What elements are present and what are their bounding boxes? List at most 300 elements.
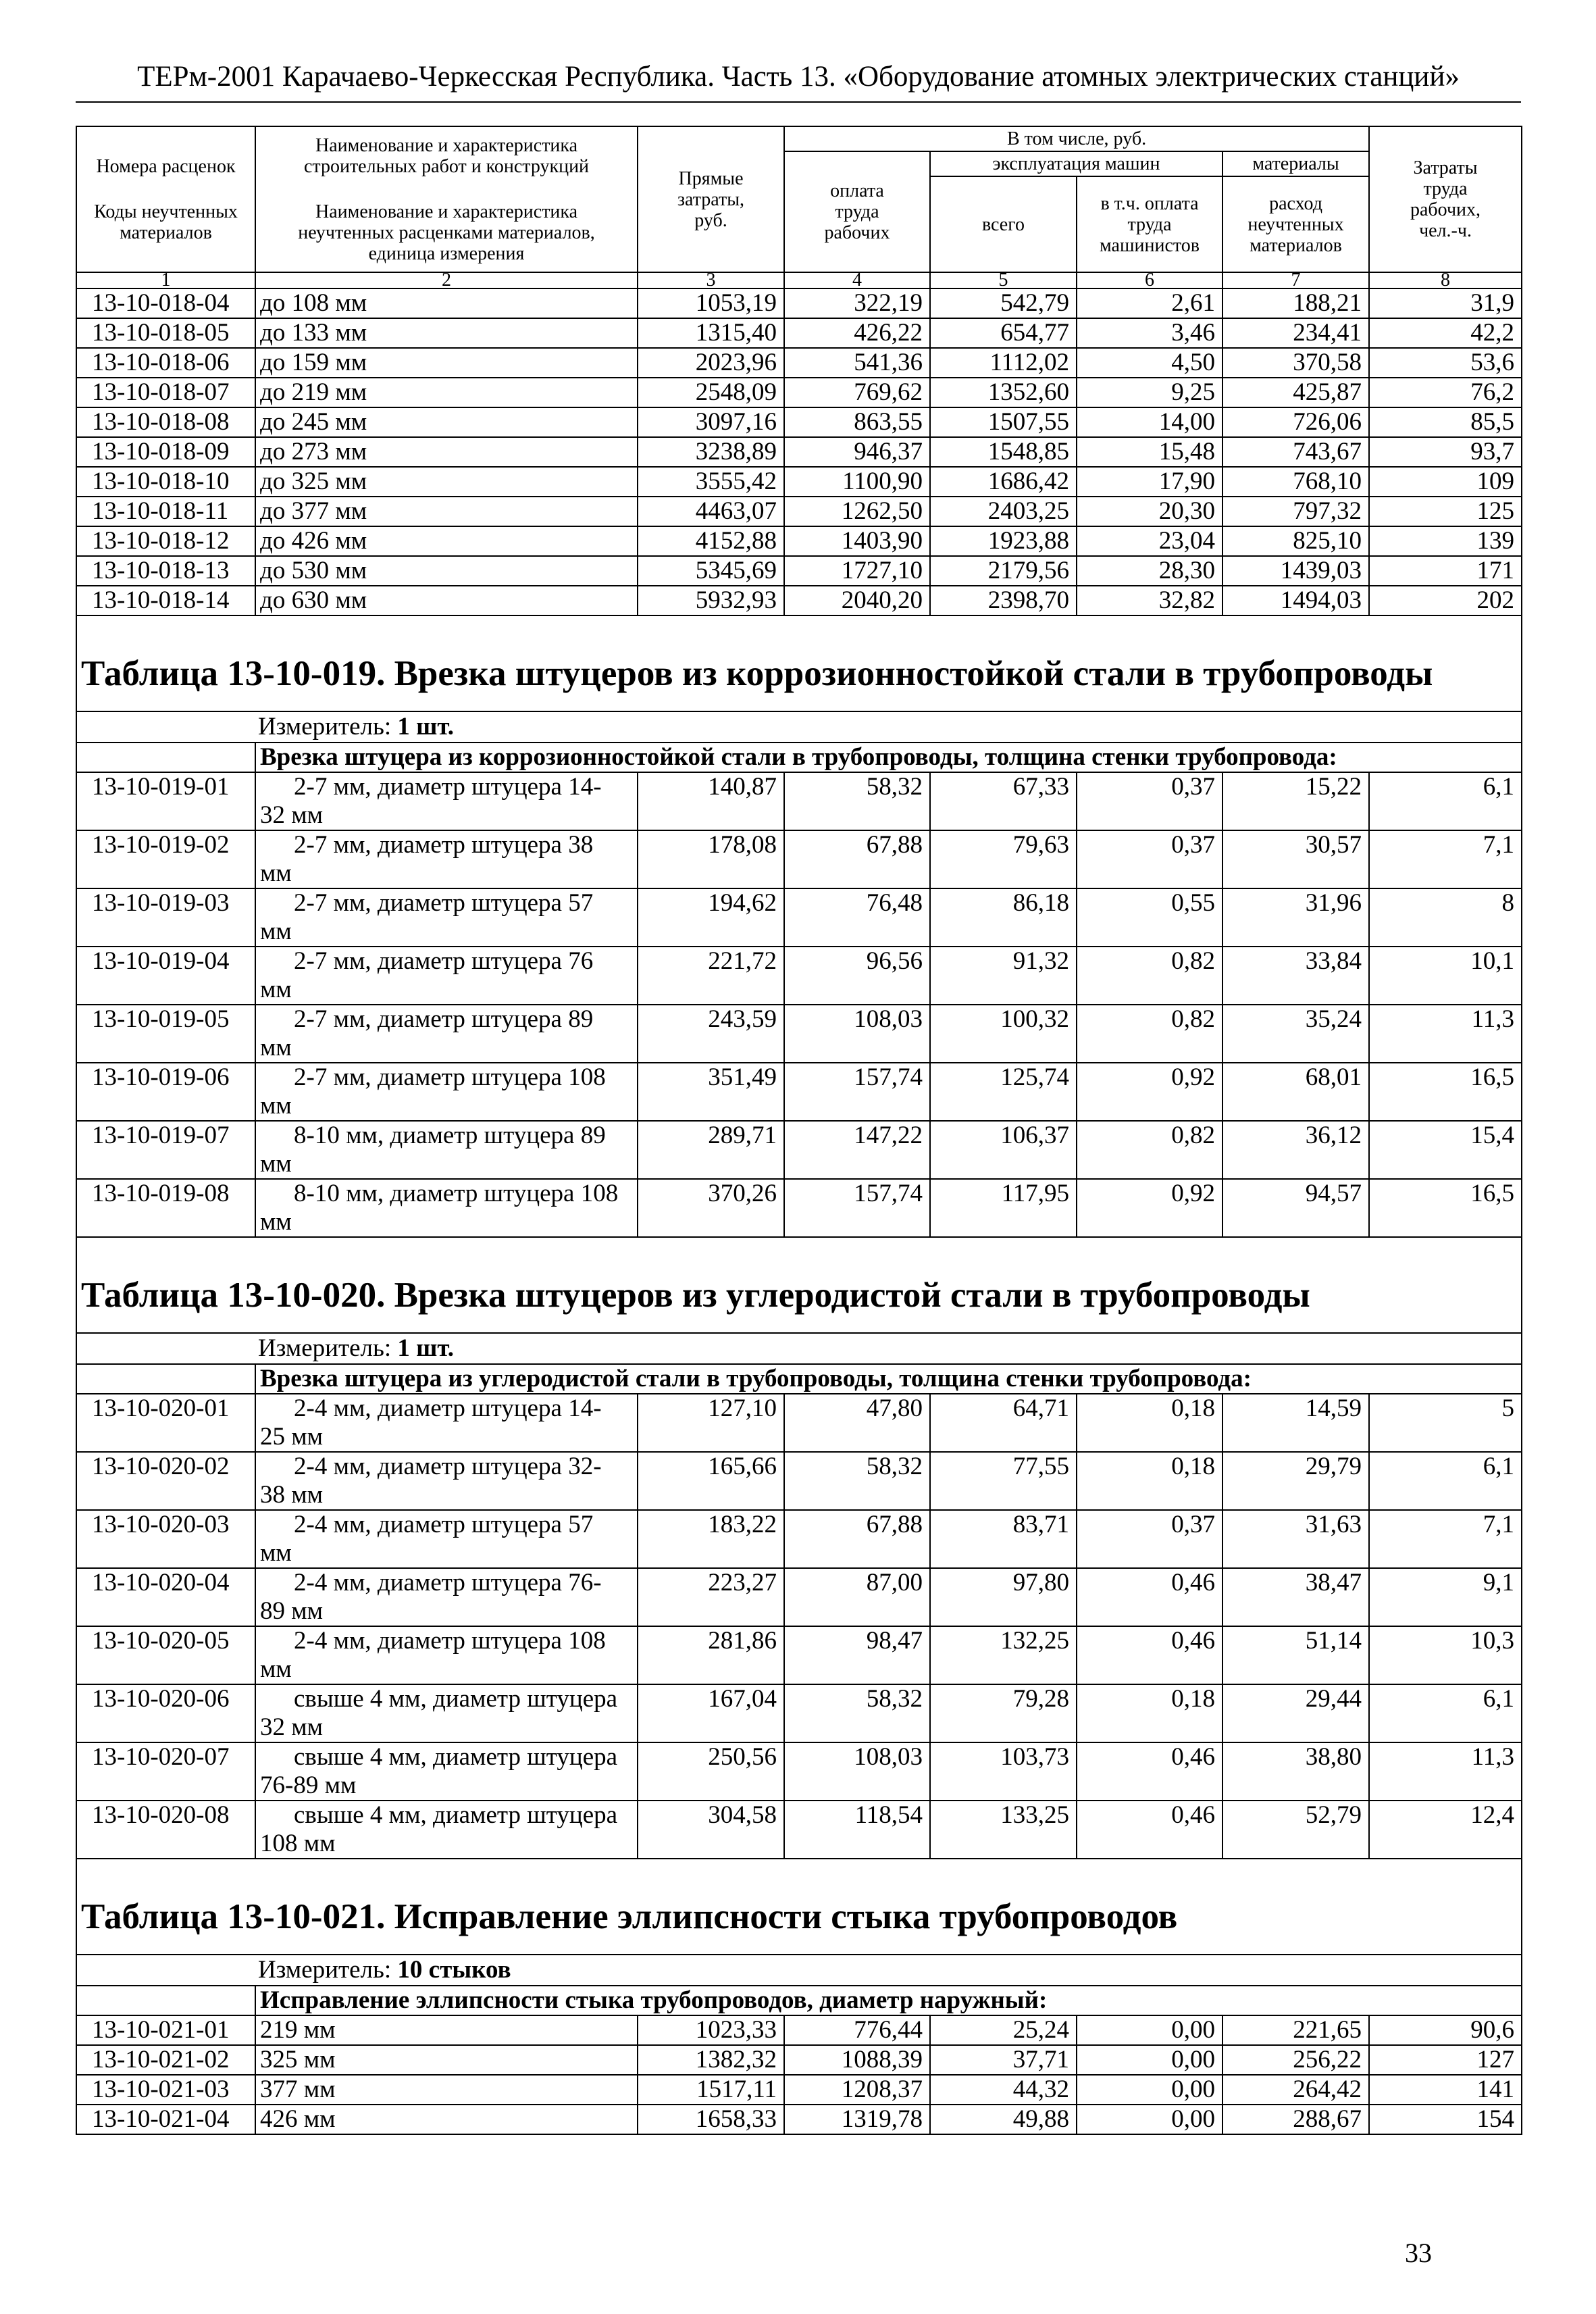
rate-description-line: 8-10 мм, диаметр штуцера 108: [294, 1180, 619, 1207]
rate-code: 13-10-020-03: [76, 1510, 255, 1568]
rate-description-line: 2-7 мм, диаметр штуцера 14-: [294, 773, 602, 801]
rate-description-line: свыше 4 мм, диаметр штуцера: [294, 1743, 618, 1771]
value-mach-wages: 20,30: [1077, 497, 1222, 526]
value-wages: 58,32: [784, 772, 930, 830]
table-title: Таблица 13-10-020. Врезка штуцеров из углеродистой стали в трубопроводы: [76, 1237, 1522, 1333]
value-mat: 31,63: [1222, 1510, 1369, 1568]
col-number: 2: [255, 272, 638, 288]
rate-code: 13-10-020-07: [76, 1742, 255, 1801]
table-row: [76, 1742, 1522, 1801]
rate-description: до 245 мм: [255, 407, 638, 437]
table-row: [76, 1626, 1522, 1684]
value-mach: 91,32: [930, 947, 1077, 1005]
value-wages: 108,03: [784, 1005, 930, 1063]
value-labor: 9,1: [1369, 1568, 1522, 1626]
rate-description: до 530 мм: [255, 556, 638, 586]
col-header-code: Номера расценок Коды неучтенных материалов: [76, 126, 255, 272]
value-labor: 202: [1369, 586, 1522, 615]
value-mat: 14,59: [1222, 1394, 1369, 1452]
value-mach-wages: 0,37: [1077, 1510, 1222, 1568]
value-direct: 4152,88: [638, 526, 784, 556]
rate-code: 13-10-018-09: [76, 437, 255, 467]
value-mach-wages: 3,46: [1077, 318, 1222, 348]
rate-code: 13-10-019-06: [76, 1063, 255, 1121]
rate-description-line: 2-4 мм, диаметр штуцера 108: [294, 1627, 606, 1655]
value-labor: 11,3: [1369, 1742, 1522, 1801]
table-row: [76, 1005, 1522, 1063]
value-mat: 35,24: [1222, 1005, 1369, 1063]
value-mat: 370,58: [1222, 348, 1369, 378]
value-mach-wages: 0,46: [1077, 1626, 1222, 1684]
table-row: [76, 2105, 1522, 2134]
value-mat: 29,79: [1222, 1452, 1369, 1510]
value-mach-wages: 0,37: [1077, 772, 1222, 830]
value-direct: 243,59: [638, 1005, 784, 1063]
rate-description: 377 мм: [255, 2075, 638, 2105]
rate-description: [255, 1626, 638, 1684]
col-header-materials-sub: расход неучтенных материалов: [1222, 176, 1369, 272]
value-direct: 178,08: [638, 830, 784, 888]
value-mach: 125,74: [930, 1063, 1077, 1121]
value-wages: 67,88: [784, 1510, 930, 1568]
value-mach: 2179,56: [930, 556, 1077, 586]
value-direct: 5345,69: [638, 556, 784, 586]
value-mach-wages: 0,37: [1077, 830, 1222, 888]
rate-description-line: мм: [260, 1150, 292, 1178]
value-labor: 90,6: [1369, 2015, 1522, 2045]
rate-code: 13-10-021-03: [76, 2075, 255, 2105]
value-direct: 1053,19: [638, 288, 784, 318]
value-wages: 1088,39: [784, 2045, 930, 2075]
value-mat: 52,79: [1222, 1801, 1369, 1859]
value-mat: 51,14: [1222, 1626, 1369, 1684]
value-mat: 288,67: [1222, 2105, 1369, 2134]
table-row: [76, 437, 1522, 467]
value-mach: 133,25: [930, 1801, 1077, 1859]
value-mach-wages: 0,92: [1077, 1063, 1222, 1121]
value-mat: 68,01: [1222, 1063, 1369, 1121]
value-wages: 946,37: [784, 437, 930, 467]
rate-description-line: 32 мм: [260, 1713, 324, 1741]
col-header-materials: материалы: [1222, 151, 1369, 176]
value-mat: 221,65: [1222, 2015, 1369, 2045]
rate-code: 13-10-020-01: [76, 1394, 255, 1452]
empty-cell: [76, 743, 255, 772]
value-mat: 38,47: [1222, 1568, 1369, 1626]
rate-description-line: мм: [260, 1208, 292, 1236]
column-numbers-row: [76, 272, 1522, 288]
rate-description-line: 2-7 мм, диаметр штуцера 108: [294, 1063, 606, 1091]
value-mach-wages: 0,46: [1077, 1801, 1222, 1859]
rate-description-line: мм: [260, 917, 292, 945]
rate-description: до 325 мм: [255, 467, 638, 497]
rate-description-line: мм: [260, 1655, 292, 1683]
rate-description-line: 2-7 мм, диаметр штуцера 38: [294, 831, 594, 859]
table-row: [76, 526, 1522, 556]
value-mach-wages: 14,00: [1077, 407, 1222, 437]
value-labor: 16,5: [1369, 1063, 1522, 1121]
rate-description-line: 2-4 мм, диаметр штуцера 76-: [294, 1569, 602, 1596]
rate-description-line: 76-89 мм: [260, 1771, 357, 1799]
value-direct: 1023,33: [638, 2015, 784, 2045]
value-mach-wages: 17,90: [1077, 467, 1222, 497]
rate-code: 13-10-021-01: [76, 2015, 255, 2045]
value-wages: 1208,37: [784, 2075, 930, 2105]
value-wages: 98,47: [784, 1626, 930, 1684]
empty-cell: [76, 1364, 255, 1394]
table-row: [76, 348, 1522, 378]
value-mach-wages: 0,18: [1077, 1452, 1222, 1510]
table-row: [76, 467, 1522, 497]
table-row: [76, 1510, 1522, 1568]
rate-description-line: 2-4 мм, диаметр штуцера 32-: [294, 1453, 602, 1480]
value-labor: 8: [1369, 888, 1522, 947]
value-labor: 10,3: [1369, 1626, 1522, 1684]
col-number: 4: [784, 272, 930, 288]
rate-description: 325 мм: [255, 2045, 638, 2075]
value-wages: 87,00: [784, 1568, 930, 1626]
rate-description: [255, 830, 638, 888]
col-header-machines-wages: в т.ч. оплата труда машинистов: [1077, 176, 1222, 272]
rate-description: [255, 1684, 638, 1742]
value-labor: 10,1: [1369, 947, 1522, 1005]
value-wages: 118,54: [784, 1801, 930, 1859]
value-mach: 1507,55: [930, 407, 1077, 437]
value-wages: 322,19: [784, 288, 930, 318]
value-direct: 1658,33: [638, 2105, 784, 2134]
rate-description-line: 2-7 мм, диаметр штуцера 89: [294, 1005, 594, 1033]
measure-unit: [76, 711, 1522, 743]
col-number: 1: [76, 272, 255, 288]
section-subheader: Врезка штуцера из коррозионностойкой стали в трубопроводы, толщина стенки трубопровода:: [255, 743, 1522, 772]
value-direct: 1517,11: [638, 2075, 784, 2105]
value-mach: 86,18: [930, 888, 1077, 947]
value-wages: 157,74: [784, 1179, 930, 1237]
rate-description: [255, 888, 638, 947]
value-mach: 1112,02: [930, 348, 1077, 378]
value-direct: 281,86: [638, 1626, 784, 1684]
rate-code: 13-10-020-04: [76, 1568, 255, 1626]
value-wages: 1319,78: [784, 2105, 930, 2134]
value-labor: 109: [1369, 467, 1522, 497]
rate-description: [255, 1179, 638, 1237]
value-mach-wages: 0,18: [1077, 1394, 1222, 1452]
value-labor: 42,2: [1369, 318, 1522, 348]
value-mach-wages: 9,25: [1077, 378, 1222, 407]
value-mach-wages: 0,46: [1077, 1568, 1222, 1626]
rate-description: до 108 мм: [255, 288, 638, 318]
measure-value: 1 шт.: [397, 713, 455, 740]
value-labor: 7,1: [1369, 830, 1522, 888]
value-mach-wages: 0,00: [1077, 2045, 1222, 2075]
value-mat: 256,22: [1222, 2045, 1369, 2075]
value-wages: 776,44: [784, 2015, 930, 2045]
rate-description: до 159 мм: [255, 348, 638, 378]
value-direct: 4463,07: [638, 497, 784, 526]
table-row: [76, 1684, 1522, 1742]
rate-code: 13-10-020-06: [76, 1684, 255, 1742]
table-row: [76, 378, 1522, 407]
rate-description: до 133 мм: [255, 318, 638, 348]
value-labor: 93,7: [1369, 437, 1522, 467]
value-mach: 25,24: [930, 2015, 1077, 2045]
value-mach: 97,80: [930, 1568, 1077, 1626]
value-wages: 769,62: [784, 378, 930, 407]
rate-code: 13-10-019-05: [76, 1005, 255, 1063]
value-mat: 38,80: [1222, 1742, 1369, 1801]
value-wages: 67,88: [784, 830, 930, 888]
rate-code: 13-10-018-11: [76, 497, 255, 526]
value-wages: 157,74: [784, 1063, 930, 1121]
table-row: [76, 2075, 1522, 2105]
value-wages: 58,32: [784, 1684, 930, 1742]
value-labor: 127: [1369, 2045, 1522, 2075]
value-mat: 1494,03: [1222, 586, 1369, 615]
col-number: 5: [930, 272, 1077, 288]
rate-code: 13-10-019-03: [76, 888, 255, 947]
table-row: [76, 2045, 1522, 2075]
value-labor: 154: [1369, 2105, 1522, 2134]
rate-code: 13-10-020-02: [76, 1452, 255, 1510]
col-number: 8: [1369, 272, 1522, 288]
measure-value: 10 стыков: [397, 1956, 511, 1984]
table-row: [76, 888, 1522, 947]
value-mat: 1439,03: [1222, 556, 1369, 586]
value-wages: 1403,90: [784, 526, 930, 556]
value-mach: 77,55: [930, 1452, 1077, 1510]
rate-description-line: мм: [260, 1034, 292, 1061]
rate-description: [255, 947, 638, 1005]
value-mach-wages: 0,82: [1077, 1005, 1222, 1063]
value-mach-wages: 23,04: [1077, 526, 1222, 556]
value-mach-wages: 32,82: [1077, 586, 1222, 615]
value-mach-wages: 0,92: [1077, 1179, 1222, 1237]
value-direct: 167,04: [638, 1684, 784, 1742]
value-mat: 234,41: [1222, 318, 1369, 348]
value-mat: 94,57: [1222, 1179, 1369, 1237]
value-labor: 125: [1369, 497, 1522, 526]
value-direct: 127,10: [638, 1394, 784, 1452]
value-mat: 31,96: [1222, 888, 1369, 947]
value-mach: 542,79: [930, 288, 1077, 318]
value-mat: 188,21: [1222, 288, 1369, 318]
value-mach-wages: 0,18: [1077, 1684, 1222, 1742]
rate-description-line: свыше 4 мм, диаметр штуцера: [294, 1685, 618, 1713]
rate-code: 13-10-018-04: [76, 288, 255, 318]
value-mach: 117,95: [930, 1179, 1077, 1237]
table-row: [76, 772, 1522, 830]
value-wages: 863,55: [784, 407, 930, 437]
value-direct: 250,56: [638, 1742, 784, 1801]
value-mach-wages: 4,50: [1077, 348, 1222, 378]
rate-code: 13-10-018-08: [76, 407, 255, 437]
value-mach-wages: 0,00: [1077, 2105, 1222, 2134]
value-mach: 1923,88: [930, 526, 1077, 556]
page-header: ТЕРм-2001 Карачаево-Черкесская Республика. Часть 13. «Оборудование атомных электрических станций»: [137, 61, 1460, 93]
value-mat: 33,84: [1222, 947, 1369, 1005]
empty-cell: [76, 1986, 255, 2015]
rate-code: 13-10-019-01: [76, 772, 255, 830]
rate-code: 13-10-020-05: [76, 1626, 255, 1684]
rate-description: [255, 1063, 638, 1121]
value-mach-wages: 2,61: [1077, 288, 1222, 318]
rate-description: [255, 1510, 638, 1568]
value-mach: 103,73: [930, 1742, 1077, 1801]
table-row: [76, 2015, 1522, 2045]
value-direct: 2548,09: [638, 378, 784, 407]
rate-code: 13-10-018-14: [76, 586, 255, 615]
value-direct: 1315,40: [638, 318, 784, 348]
rate-description: [255, 772, 638, 830]
rate-code: 13-10-021-04: [76, 2105, 255, 2134]
value-direct: 304,58: [638, 1801, 784, 1859]
value-mach-wages: 0,82: [1077, 1121, 1222, 1179]
col-header-name: Наименование и характеристика строительных работ и конструкций Наименование и характеристика неучтенных расценками материалов, единица измерения: [255, 126, 638, 272]
rate-description: [255, 1452, 638, 1510]
value-mach: 1548,85: [930, 437, 1077, 467]
value-direct: 3238,89: [638, 437, 784, 467]
rate-description: до 630 мм: [255, 586, 638, 615]
value-direct: 194,62: [638, 888, 784, 947]
rate-description: до 377 мм: [255, 497, 638, 526]
rate-description-line: 2-7 мм, диаметр штуцера 76: [294, 947, 594, 975]
rate-description-line: 38 мм: [260, 1481, 324, 1509]
section-subheader: Врезка штуцера из углеродистой стали в трубопроводы, толщина стенки трубопровода:: [255, 1364, 1522, 1394]
table-row: [76, 497, 1522, 526]
value-labor: 12,4: [1369, 1801, 1522, 1859]
measure-unit: [76, 1333, 1522, 1364]
value-mach: 37,71: [930, 2045, 1077, 2075]
value-labor: 11,3: [1369, 1005, 1522, 1063]
rate-description-line: 2-4 мм, диаметр штуцера 14-: [294, 1394, 602, 1422]
value-labor: 15,4: [1369, 1121, 1522, 1179]
value-mat: 425,87: [1222, 378, 1369, 407]
rate-description-line: мм: [260, 1539, 292, 1567]
value-mach: 49,88: [930, 2105, 1077, 2134]
value-mach: 2403,25: [930, 497, 1077, 526]
value-direct: 2023,96: [638, 348, 784, 378]
table-row: [76, 1179, 1522, 1237]
value-mach: 106,37: [930, 1121, 1077, 1179]
value-mach-wages: 0,00: [1077, 2015, 1222, 2045]
rate-description-line: свыше 4 мм, диаметр штуцера: [294, 1801, 618, 1829]
rate-description-line: 2-7 мм, диаметр штуцера 57: [294, 889, 594, 917]
rate-code: 13-10-021-02: [76, 2045, 255, 2075]
value-labor: 6,1: [1369, 772, 1522, 830]
rate-code: 13-10-019-04: [76, 947, 255, 1005]
table-row: [76, 556, 1522, 586]
rate-description-line: 25 мм: [260, 1423, 324, 1451]
value-direct: 140,87: [638, 772, 784, 830]
value-wages: 76,48: [784, 888, 930, 947]
value-mach: 83,71: [930, 1510, 1077, 1568]
value-direct: 5932,93: [638, 586, 784, 615]
value-wages: 58,32: [784, 1452, 930, 1510]
rate-description-line: 108 мм: [260, 1830, 336, 1857]
col-header-direct: Прямые затраты, руб.: [638, 126, 784, 272]
value-labor: 85,5: [1369, 407, 1522, 437]
table-row: [76, 947, 1522, 1005]
rate-description-line: 32 мм: [260, 801, 324, 829]
value-mach: 44,32: [930, 2075, 1077, 2105]
col-header-machines-total: всего: [930, 176, 1077, 272]
col-header-labor: Затраты труда рабочих, чел.-ч.: [1369, 126, 1522, 272]
value-mach-wages: 28,30: [1077, 556, 1222, 586]
value-mach: 100,32: [930, 1005, 1077, 1063]
rate-description: [255, 1742, 638, 1801]
col-number: 3: [638, 272, 784, 288]
value-mat: 743,67: [1222, 437, 1369, 467]
value-direct: 183,22: [638, 1510, 784, 1568]
rates-table: [76, 126, 1522, 2135]
rate-code: 13-10-020-08: [76, 1801, 255, 1859]
value-labor: 5: [1369, 1394, 1522, 1452]
table-row: [76, 1452, 1522, 1510]
value-wages: 96,56: [784, 947, 930, 1005]
value-mat: 726,06: [1222, 407, 1369, 437]
rate-description: [255, 1801, 638, 1859]
value-mach: 132,25: [930, 1626, 1077, 1684]
value-mat: 825,10: [1222, 526, 1369, 556]
measure-value: 1 шт.: [397, 1334, 455, 1362]
value-mach: 79,28: [930, 1684, 1077, 1742]
rate-description: [255, 1005, 638, 1063]
rate-description: до 219 мм: [255, 378, 638, 407]
value-labor: 171: [1369, 556, 1522, 586]
rate-description-line: 8-10 мм, диаметр штуцера 89: [294, 1122, 606, 1149]
value-direct: 165,66: [638, 1452, 784, 1510]
rate-code: 13-10-019-02: [76, 830, 255, 888]
rate-code: 13-10-019-08: [76, 1179, 255, 1237]
value-wages: 147,22: [784, 1121, 930, 1179]
col-header-incl: В том числе, руб.: [784, 126, 1369, 151]
measure-label: Измеритель:: [258, 1334, 392, 1362]
table-row: [76, 1568, 1522, 1626]
value-wages: 47,80: [784, 1394, 930, 1452]
value-mat: 15,22: [1222, 772, 1369, 830]
value-labor: 31,9: [1369, 288, 1522, 318]
value-direct: 3097,16: [638, 407, 784, 437]
value-mach-wages: 0,46: [1077, 1742, 1222, 1801]
value-direct: 370,26: [638, 1179, 784, 1237]
table-row: [76, 1394, 1522, 1452]
table-row: [76, 1121, 1522, 1179]
rate-description: до 273 мм: [255, 437, 638, 467]
value-direct: 223,27: [638, 1568, 784, 1626]
value-mach: 1352,60: [930, 378, 1077, 407]
value-mach: 654,77: [930, 318, 1077, 348]
section-subheader: Исправление эллипсности стыка трубопроводов, диаметр наружный:: [255, 1986, 1522, 2015]
value-labor: 7,1: [1369, 1510, 1522, 1568]
rate-description: [255, 1568, 638, 1626]
page-number: 33: [1405, 2238, 1432, 2268]
measure-unit: [76, 1955, 1522, 1986]
value-labor: 6,1: [1369, 1452, 1522, 1510]
value-mat: 30,57: [1222, 830, 1369, 888]
header-row-1: [76, 126, 1522, 151]
rate-code: 13-10-018-12: [76, 526, 255, 556]
rate-description: [255, 1121, 638, 1179]
rate-description: 426 мм: [255, 2105, 638, 2134]
header-rule: [76, 101, 1521, 103]
table-row: [76, 830, 1522, 888]
value-mach: 2398,70: [930, 586, 1077, 615]
value-mach: 79,63: [930, 830, 1077, 888]
value-direct: 289,71: [638, 1121, 784, 1179]
value-labor: 139: [1369, 526, 1522, 556]
table-title: Таблица 13-10-019. Врезка штуцеров из коррозионностойкой стали в трубопроводы: [76, 615, 1522, 711]
table-row: [76, 288, 1522, 318]
